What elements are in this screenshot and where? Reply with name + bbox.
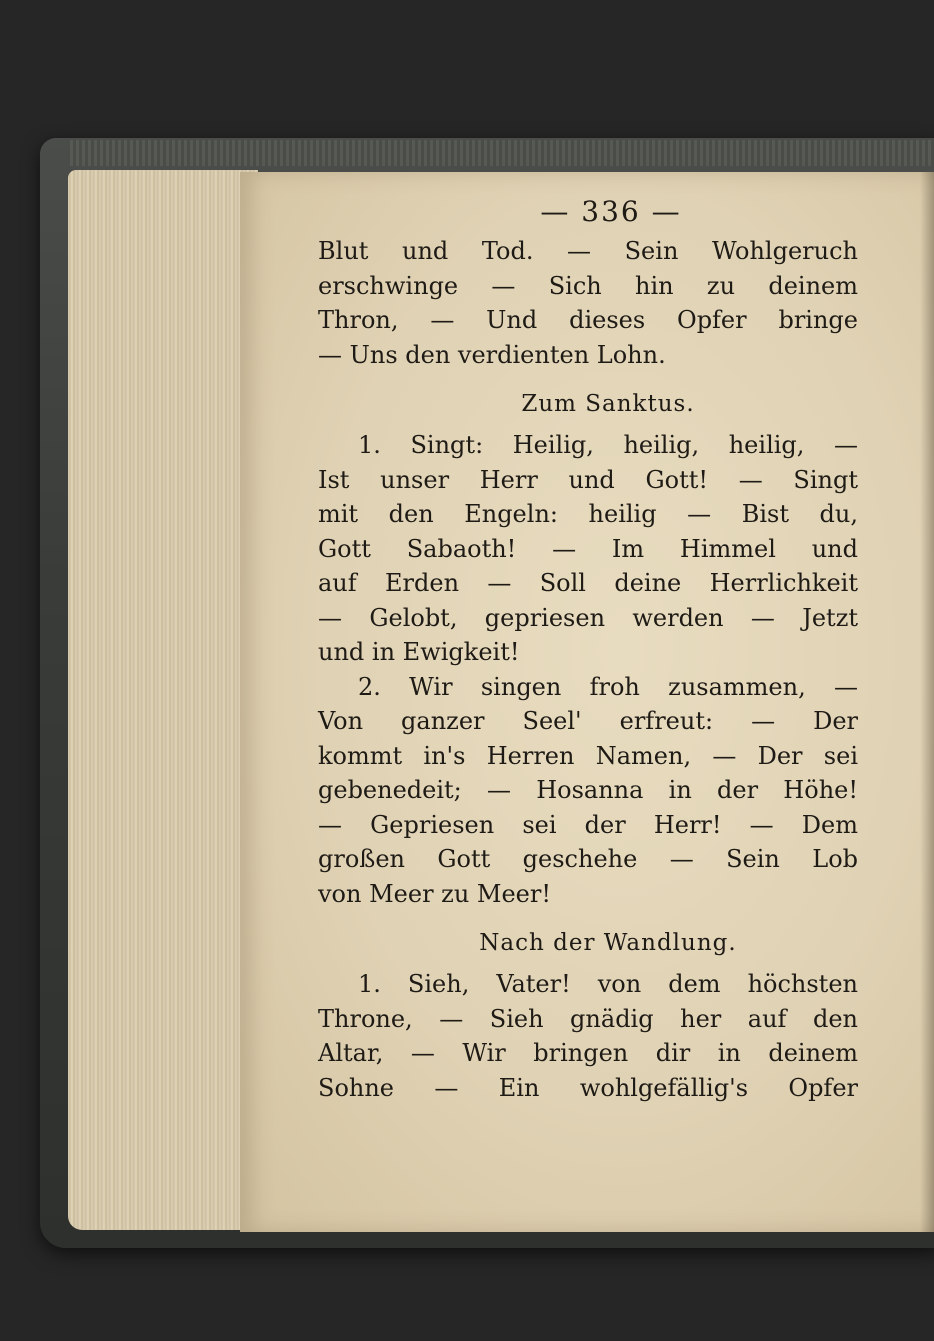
text-line: erschwinge — Sich hin zu deinem — [318, 271, 858, 300]
text-line: Blut und Tod. — Sein Wohlgeruch — [318, 237, 858, 265]
text-line: gebenedeit; — Hosanna in der Höhe! — [318, 776, 858, 804]
text-line: großen Gott geschehe — Sein Lob — [318, 845, 858, 873]
text-line: kommt in's Herren Namen, — Der sei — [318, 741, 858, 770]
text-line: — Uns den verdienten Lohn. — [318, 340, 666, 369]
page-number: — 336 — — [540, 195, 682, 228]
book-cover-top-edge — [70, 140, 934, 166]
text-line: Altar, — Wir bringen dir in deinem — [318, 1039, 858, 1067]
text-line: Von ganzer Seel' erfreut: — Der — [318, 707, 858, 735]
text-line: Gott Sabaoth! — Im Himmel und — [318, 534, 858, 563]
text-block-3 — [318, 967, 858, 1105]
text-line: Throne, — Sieh gnädig her auf den — [318, 1004, 858, 1033]
section-heading-wandlung: Nach der Wandlung. — [479, 930, 737, 956]
section-heading-sanktus: Zum Sanktus. — [521, 391, 695, 417]
text-line: Ist unser Herr und Gott! — Singt — [318, 465, 858, 494]
page-gutter-shadow — [920, 172, 934, 1232]
text-block-1 — [318, 234, 858, 372]
page-stack-edges — [68, 170, 258, 1230]
text-line: Thron, — Und dieses Opfer bringe — [318, 306, 858, 334]
text-line: mit den Engeln: heilig — Bist du, — [318, 500, 858, 528]
text-line: 1. Sieh, Vater! von dem höchsten — [358, 970, 858, 998]
text-line: — Gepriesen sei der Herr! — Dem — [318, 810, 858, 839]
text-line: und in Ewigkeit! — [318, 638, 520, 666]
text-line: Sohne — Ein wohlgefällig's Opfer — [318, 1073, 858, 1102]
page-text — [318, 190, 858, 1105]
text-line: 1. Singt: Heilig, heilig, heilig, — — [358, 431, 858, 459]
text-line: 2. Wir singen froh zusammen, — — [358, 672, 858, 701]
text-line: von Meer zu Meer! — [318, 879, 552, 908]
text-line: auf Erden — Soll deine Herrlichkeit — [318, 569, 858, 597]
text-line: — Gelobt, gepriesen werden — Jetzt — [318, 603, 858, 632]
text-block-2 — [318, 428, 858, 911]
